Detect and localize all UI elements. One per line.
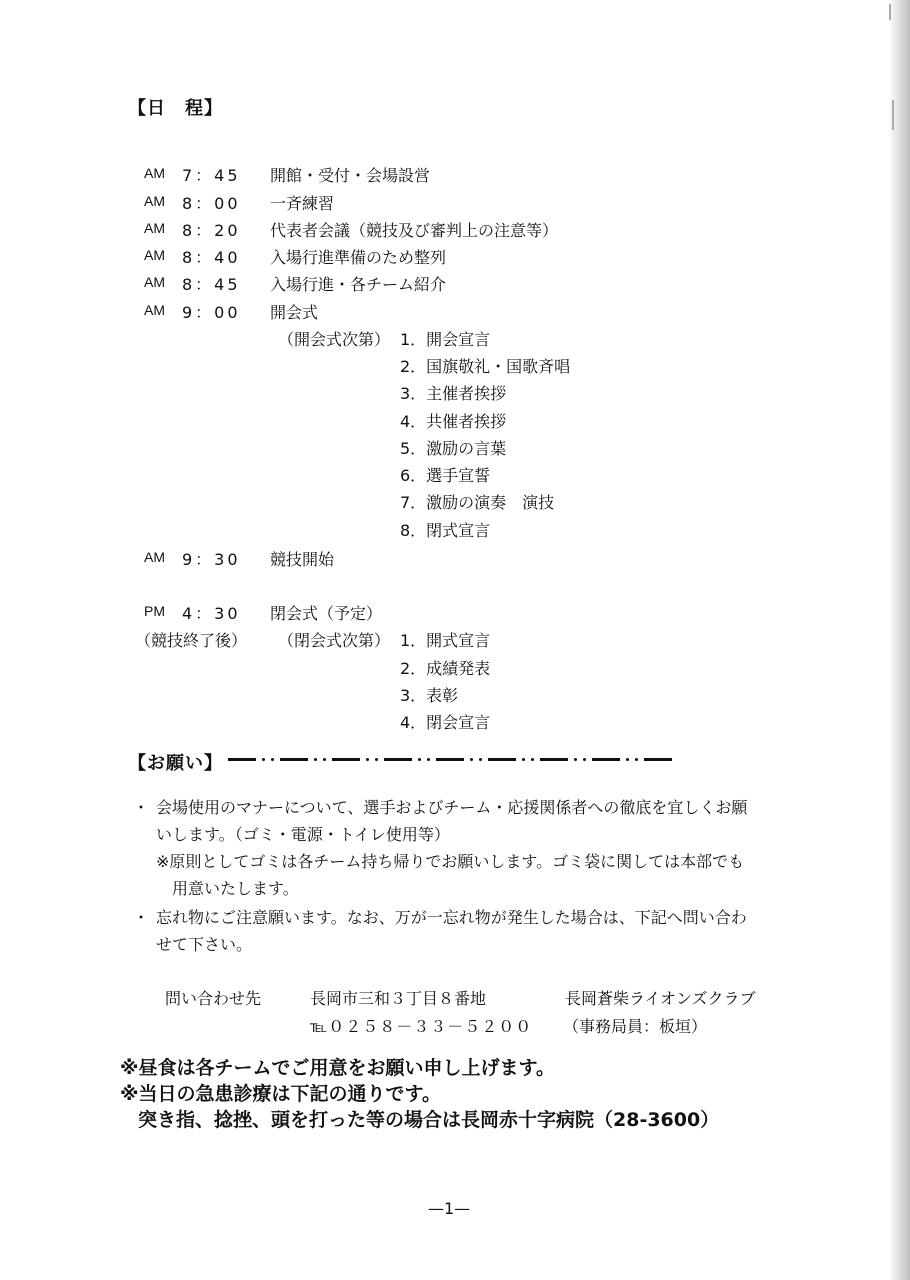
notice: ※昼食は各チームでご用意をお願い申し上げます。 <box>120 1057 555 1079</box>
opening-item: 5．激励の言葉 <box>400 439 507 458</box>
request-text: いします。（ゴミ・電源・トイレ使用等） <box>156 825 450 844</box>
closing-note: （競技終了後） <box>135 631 248 650</box>
schedule-ampm: PM <box>144 603 165 619</box>
closing-item: 4．閉会宣言 <box>400 713 491 732</box>
page-number: —1— <box>428 1199 471 1218</box>
schedule-time: 9：00 <box>182 303 241 322</box>
schedule-ampm: AM <box>144 549 165 565</box>
bullet: ・ <box>133 908 150 927</box>
request-text: せて下さい。 <box>156 935 253 954</box>
request-note: 用意いたします。 <box>172 879 299 898</box>
schedule-time: 4：30 <box>182 604 241 623</box>
schedule-ampm: AM <box>144 302 165 318</box>
schedule-ampm: AM <box>144 220 165 236</box>
schedule-time: 8：00 <box>182 194 241 213</box>
request-text: 忘れ物にご注意願います。なお、万が一忘れ物が発生した場合は、下記へ問い合わ <box>156 908 747 927</box>
scan-mark <box>892 100 894 130</box>
schedule-event: 入場行進準備のため整列 <box>270 248 447 267</box>
schedule-time: 8：45 <box>182 275 241 294</box>
opening-item: 7．激励の演奏 演技 <box>400 493 555 512</box>
opening-item: 6．選手宣誓 <box>400 466 491 485</box>
contact-org: 長岡蒼柴ライオンズクラブ <box>565 989 756 1008</box>
scan-mark <box>889 4 891 20</box>
schedule-time: 8：20 <box>182 221 241 240</box>
schedule-time: 9：30 <box>182 550 241 569</box>
opening-item: 3．主催者挨拶 <box>400 384 507 403</box>
schedule-event: 競技開始 <box>270 550 335 569</box>
opening-item: 1．開会宣言 <box>400 330 491 349</box>
contact-office: （事務局員：板垣） <box>563 1017 708 1036</box>
schedule-time: 8：40 <box>182 248 241 267</box>
contact-label: 問い合わせ先 <box>165 989 262 1008</box>
notice: 突き指、捻挫、頭を打った等の場合は長岡赤十字病院（28-3600） <box>138 1109 720 1131</box>
contact-tel: ℡０２５８－３３－５２００ <box>310 1017 533 1036</box>
closing-item: 2．成績発表 <box>400 659 491 678</box>
schedule-event: 閉会式（予定） <box>270 604 383 623</box>
request-text: 会場使用のマナーについて、選手およびチーム・応援関係者への徹底を宜しくお願 <box>156 798 748 817</box>
opening-order-label: （開会式次第） <box>278 330 391 349</box>
closing-order-label: （閉会式次第） <box>278 631 391 650</box>
schedule-ampm: AM <box>144 193 165 209</box>
schedule-ampm: AM <box>144 247 165 263</box>
schedule-event: 入場行進・各チーム紹介 <box>270 275 447 294</box>
request-heading: 【お願い】 <box>128 753 223 774</box>
schedule-ampm: AM <box>144 274 165 290</box>
schedule-event: 開館・受付・会場設営 <box>270 166 431 185</box>
opening-item: 8．閉式宣言 <box>400 521 491 540</box>
closing-item: 1．開式宣言 <box>400 631 491 650</box>
schedule-ampm: AM <box>144 165 165 181</box>
bullet: ・ <box>133 798 150 817</box>
schedule-event: 開会式 <box>270 303 319 322</box>
schedule-time: 7：45 <box>182 166 241 185</box>
dash-divider <box>228 758 672 761</box>
schedule-heading: 【日 程】 <box>128 98 223 119</box>
request-note: ※原則としてゴミは各チーム持ち帰りでお願いします。ゴミ袋に関しては本部でも <box>156 852 745 871</box>
schedule-event: 代表者会議（競技及び審判上の注意等） <box>270 221 559 240</box>
page-edge-shadow <box>888 0 910 1280</box>
opening-item: 2．国旗敬礼・国歌斉唱 <box>400 357 571 376</box>
notice: ※当日の急患診療は下記の通りです。 <box>120 1083 441 1105</box>
closing-item: 3．表彰 <box>400 686 459 705</box>
opening-item: 4．共催者挨拶 <box>400 412 507 431</box>
schedule-event: 一斉練習 <box>270 194 335 213</box>
contact-address: 長岡市三和３丁目８番地 <box>310 989 487 1008</box>
